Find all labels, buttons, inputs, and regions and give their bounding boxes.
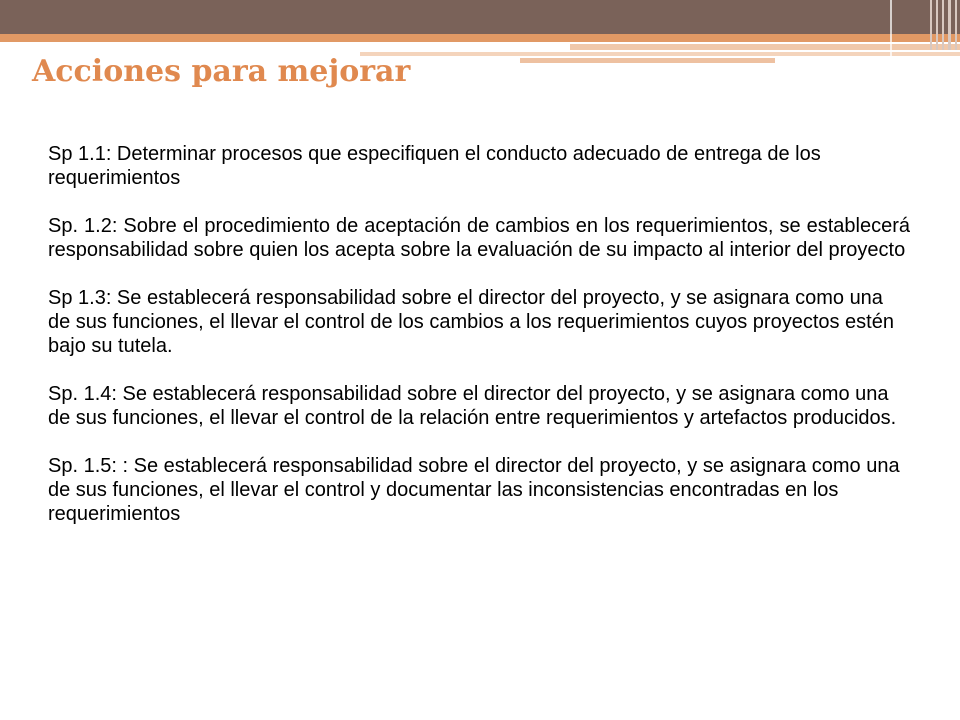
paragraph-sp-1-4: Sp. 1.4: Se establecerá responsabilidad sobre el director del proyecto, y se asignara como una de sus funciones, el llevar el control de la relación entre requerimientos y artefactos producidos. bbox=[48, 383, 897, 429]
header-decor-stripe bbox=[360, 52, 960, 56]
header-decor-line bbox=[930, 0, 932, 50]
paragraph-sp-1-2: Sp. 1.2: Sobre el procedimiento de aceptación de cambios en los requerimientos, se establecerá responsabilidad sobre quien los acepta sobre la evaluación de su impacto al interior del proyecto bbox=[48, 215, 910, 261]
header-decor-line bbox=[890, 0, 892, 62]
header-decor-line bbox=[948, 0, 951, 50]
slide-title: Acciones para mejorar bbox=[32, 54, 411, 89]
header-decor-line bbox=[936, 0, 938, 50]
header-decor-line bbox=[942, 0, 944, 50]
header-decor-stripe bbox=[570, 44, 960, 50]
header-decor-stripe bbox=[520, 58, 775, 63]
header-decor-line bbox=[955, 0, 957, 50]
header-accent-stripe bbox=[0, 34, 960, 42]
slide-body bbox=[48, 142, 910, 550]
header-band bbox=[0, 0, 960, 34]
paragraph-sp-1-5: Sp. 1.5: : Se establecerá responsabilidad sobre el director del proyecto, y se asignara como una de sus funciones, el llevar el control y documentar las inconsistencias encontradas en los requerimientos bbox=[48, 455, 900, 525]
paragraph-sp-1-1: Sp 1.1: Determinar procesos que especifiquen el conducto adecuado de entrega de los requerimientos bbox=[48, 143, 821, 189]
paragraph-sp-1-3: Sp 1.3: Se establecerá responsabilidad sobre el director del proyecto, y se asignara como una de sus funciones, el llevar el control de los cambios a los requerimientos cuyos proyectos estén bajo su tutela. bbox=[48, 287, 894, 357]
